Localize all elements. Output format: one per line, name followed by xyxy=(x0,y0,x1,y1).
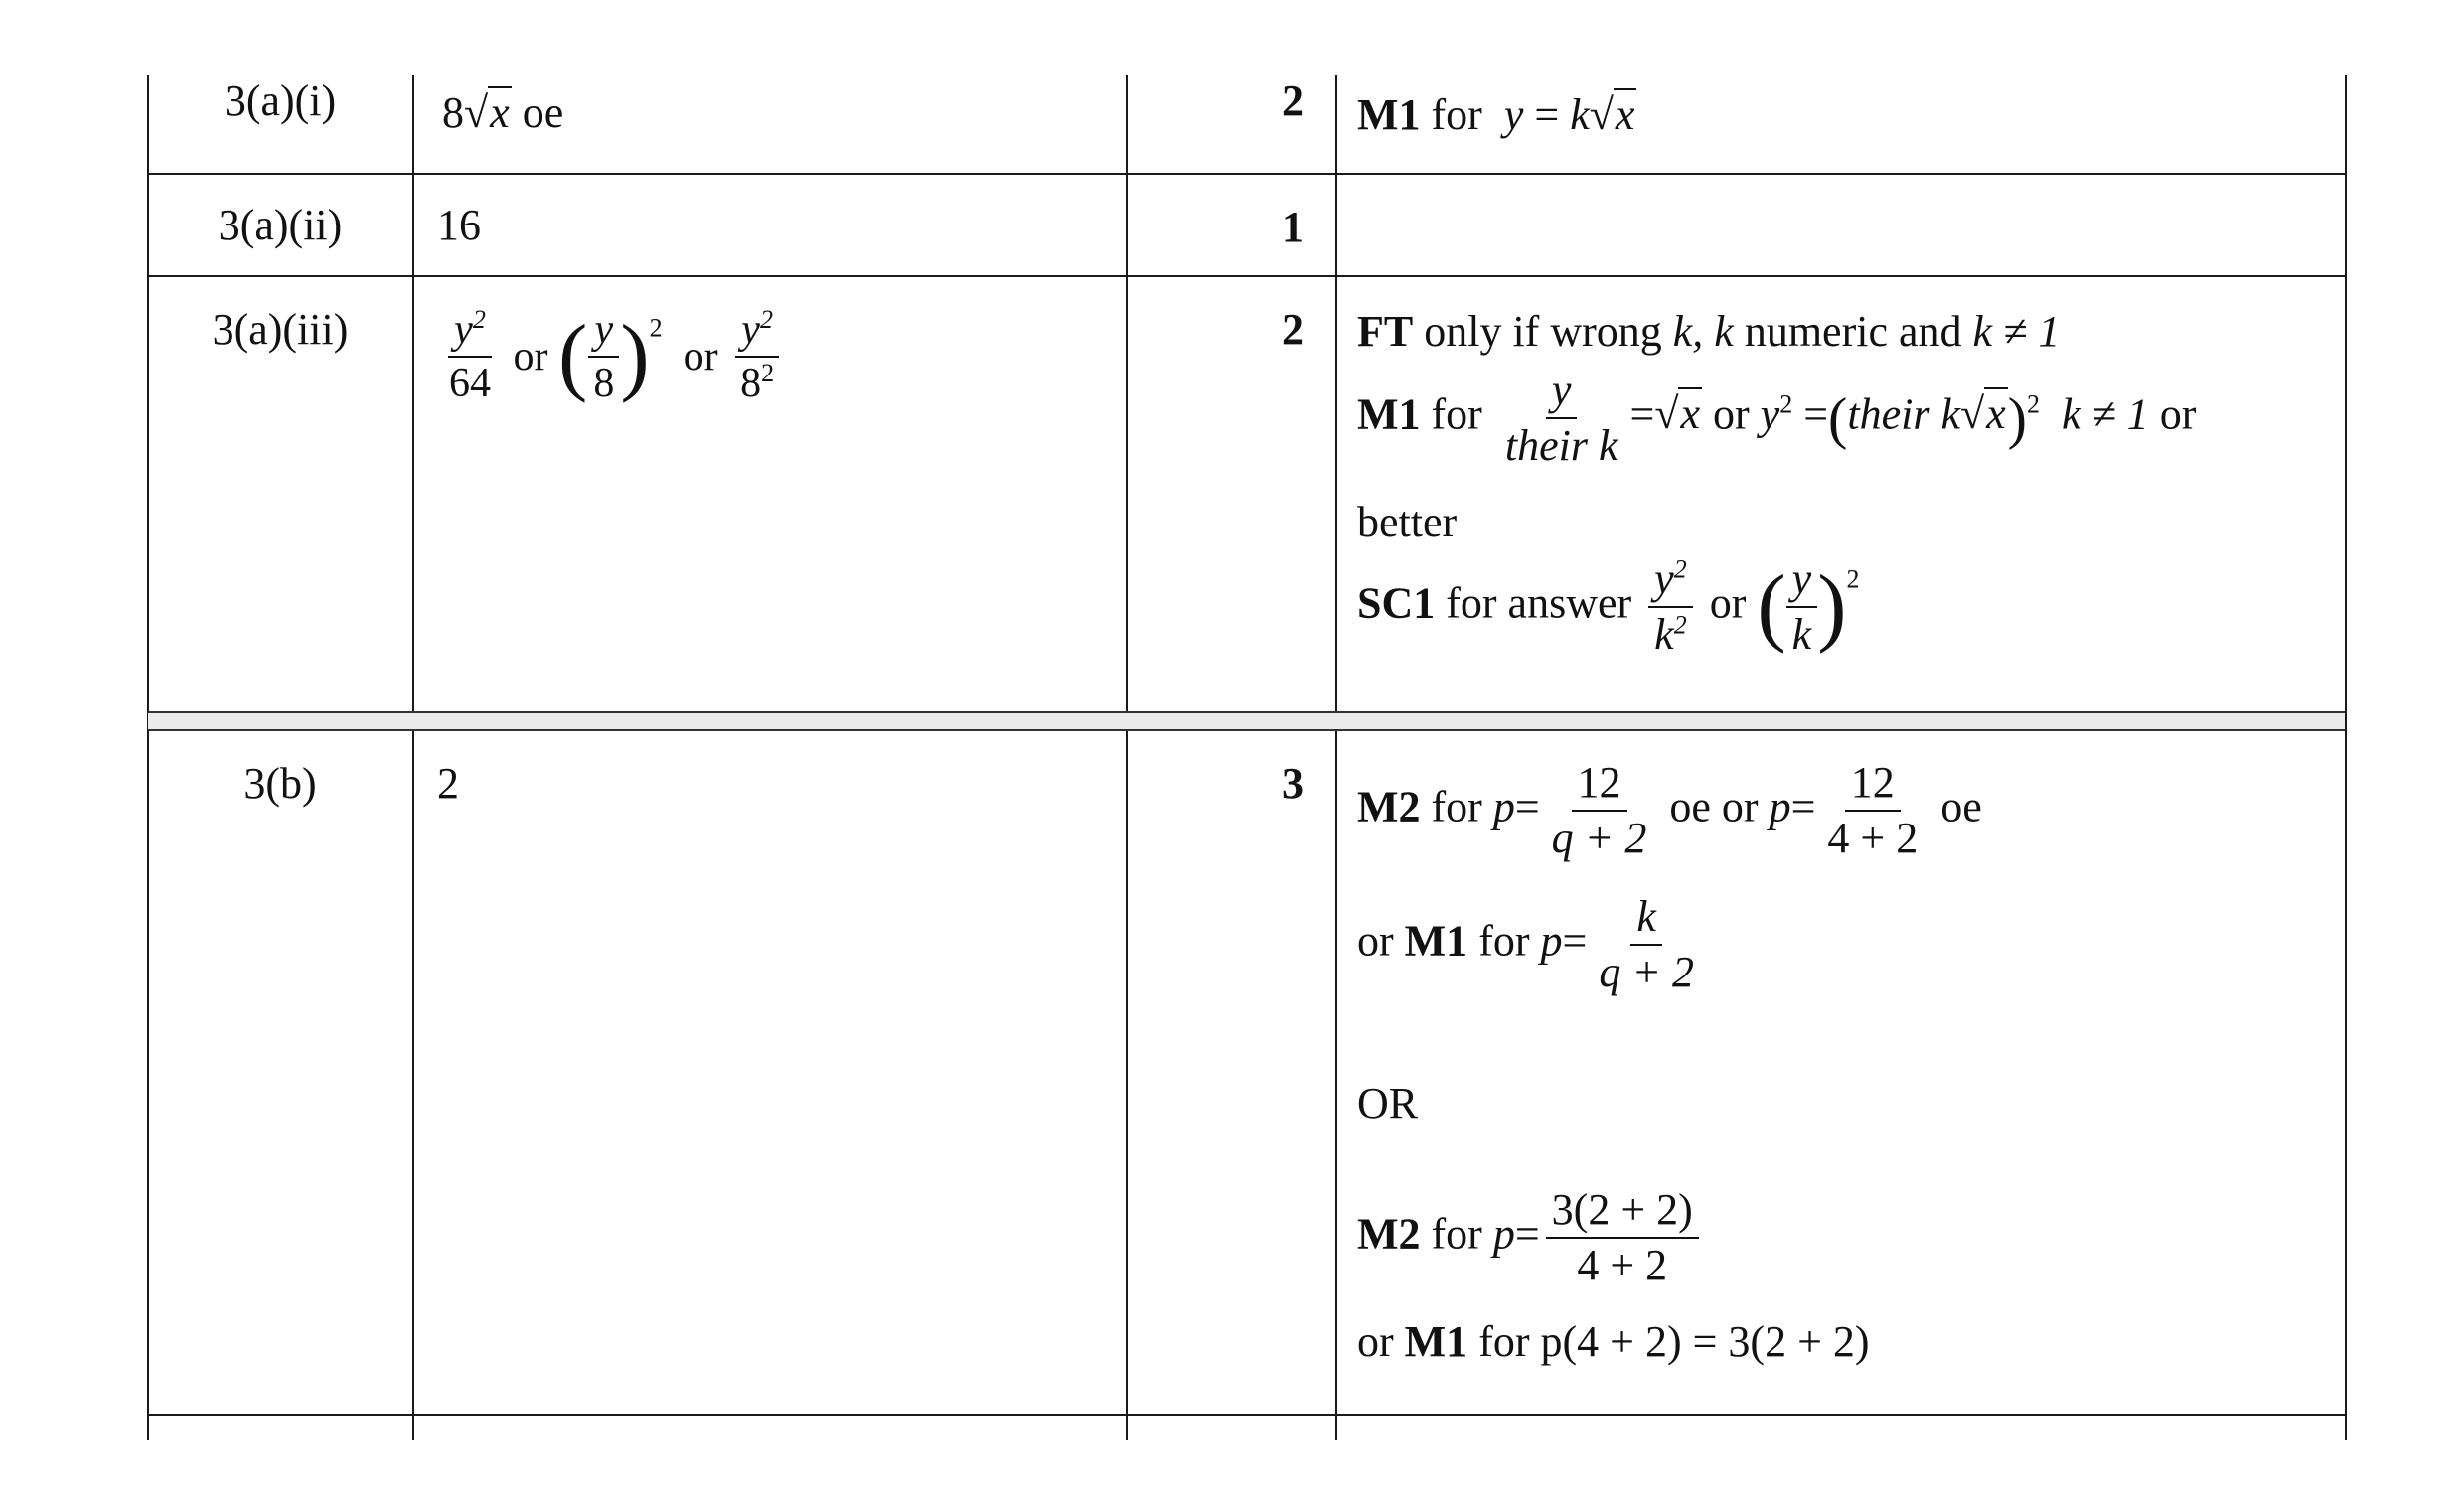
mark-code: M2 xyxy=(1357,1209,1421,1259)
guidance-line: or M1 for p(4 + 2) = 3(2 + 2) xyxy=(1357,1317,1870,1366)
question-number: 3(a)(iii) xyxy=(212,305,349,354)
connector-or: or xyxy=(513,334,548,380)
marks-value: 2 xyxy=(1282,305,1304,354)
table-border-right xyxy=(2345,75,2347,1440)
fraction: $\frac{y}{\text{their k}}$ xyxy=(1504,366,1618,471)
guidance-line: M1 for $\frac{y}{\text{their k}}$ =√x or $y^2$ =(their k√x)$^2$ k ≠ 1 or xyxy=(1357,366,2197,471)
answer-cell: 2 xyxy=(437,759,459,808)
column-divider-question xyxy=(412,75,414,1440)
math-operator: = xyxy=(1534,90,1560,139)
guidance-line: better xyxy=(1357,498,1458,546)
mark-code: M1 xyxy=(1404,1317,1468,1366)
guidance-line: OR xyxy=(1357,1079,1419,1127)
fraction: $\frac{y^2}{8^2}$ xyxy=(734,308,780,405)
fraction: $\frac{3(2 + 2)}{4 + 2}$ xyxy=(1546,1187,1699,1288)
math-variable: y xyxy=(1503,90,1524,139)
guidance-line: SC1 for answer $\frac{y^2}{k^2}$ or ( $\frac{y}{k}$ )$^2$ xyxy=(1357,554,1860,660)
fraction: $\frac{y}{8}$ xyxy=(587,308,620,405)
guidance-text: for xyxy=(1431,90,1482,139)
column-divider-answer xyxy=(1126,75,1128,1440)
mark-code: SC1 xyxy=(1357,578,1436,628)
guidance-line: or M1 for p= $\frac{k}{q + 2}$ xyxy=(1357,894,1706,995)
square-root: √x xyxy=(1589,90,1635,139)
question-number: 3(a)(i) xyxy=(224,76,337,125)
column-divider-marks xyxy=(1335,75,1337,1440)
mark-code: M2 xyxy=(1357,782,1421,831)
fraction: $\frac{y^2}{64}$ xyxy=(449,305,491,407)
marks-value: 2 xyxy=(1282,76,1304,125)
row-divider xyxy=(147,173,2347,175)
guidance-line: M2 for p= $\frac{12}{q + 2}$ oe or p= $\frac{12}{4 + 2}$ oe xyxy=(1357,758,1982,863)
guidance-line: M2 for p= $\frac{3(2 + 2)}{4 + 2}$ xyxy=(1357,1187,1705,1288)
connector-or: or xyxy=(683,334,718,380)
marks-value: 3 xyxy=(1282,759,1304,808)
fraction: $\frac{y^2}{k^2}$ xyxy=(1648,556,1693,658)
answer-coefficient: 8 xyxy=(442,88,464,137)
marks-value: 1 xyxy=(1282,203,1304,251)
question-number: 3(b) xyxy=(243,759,317,808)
answer-cell: 16 xyxy=(437,201,481,249)
fraction: $\frac{k}{q + 2}$ xyxy=(1599,892,1695,997)
answer-cell: $\frac{y^2}{64}$ or ( $\frac{y}{8}$ )$^2$ or $\frac{y^2}{8^2}$ xyxy=(437,308,786,405)
guidance-line xyxy=(1357,89,1636,140)
fraction: $\frac{12}{q + 2}$ xyxy=(1551,758,1647,863)
mark-code: M1 xyxy=(1357,389,1421,439)
mark-code: FT xyxy=(1357,307,1414,356)
fraction: $\frac{y}{k}$ xyxy=(1786,556,1818,658)
row-divider xyxy=(147,275,2347,277)
question-number: 3(a)(ii) xyxy=(218,201,343,249)
row-divider xyxy=(147,1414,2347,1416)
answer-suffix: oe xyxy=(522,88,564,137)
answer-cell xyxy=(442,88,564,137)
fraction: $\frac{12}{4 + 2}$ xyxy=(1827,758,1919,863)
section-separator-band xyxy=(148,711,2345,731)
table-border-left xyxy=(147,75,149,1440)
guidance-line: FT only if wrong k, k numeric and k ≠ 1 xyxy=(1357,307,2061,356)
mark-code: M1 xyxy=(1357,90,1421,139)
square-root: √x xyxy=(464,88,510,137)
math-variable: k xyxy=(1570,90,1590,139)
mark-code: M1 xyxy=(1404,916,1468,966)
